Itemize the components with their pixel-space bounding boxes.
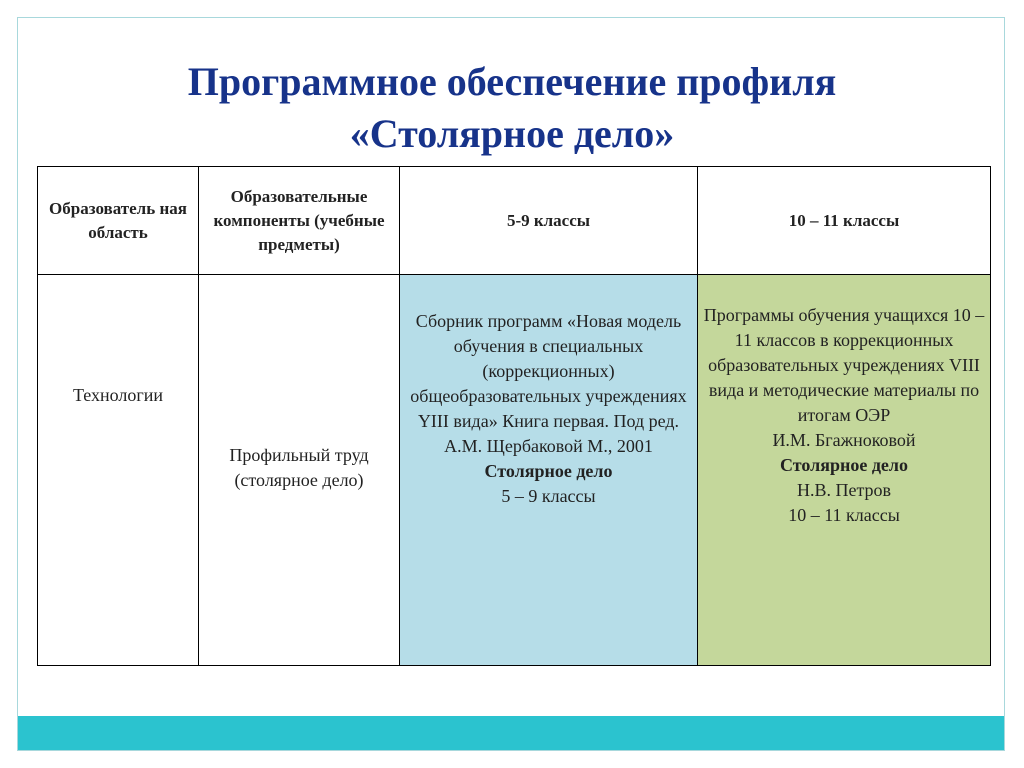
grades-10-11-bold: Столярное дело (779, 455, 909, 475)
footer-bar (18, 716, 1004, 750)
cell-area: Технологии (38, 275, 199, 666)
table-row (38, 275, 991, 666)
header-educational-components: Образовательные компоненты (учебные предметы) (199, 167, 400, 275)
header-grades-10-11: 10 – 11 классы (698, 167, 991, 275)
table-header-row (38, 167, 991, 275)
title-line-1: Программное обеспечение профиля (187, 59, 837, 104)
title-line-2: «Столярное дело» (349, 111, 675, 156)
header-educational-area: Образователь ная область (38, 167, 199, 275)
grades-10-11-classes: 10 – 11 классы (788, 505, 900, 525)
cell-grades-5-9 (400, 275, 698, 666)
cell-grades-10-11 (698, 275, 991, 666)
grades-10-11-editor: И.М. Бгажноковой (772, 430, 916, 450)
grades-5-9-bold: Столярное дело (484, 461, 613, 481)
software-table (37, 166, 991, 666)
grades-5-9-text: Сборник программ «Новая модель обучения в специальных (коррекционных) общеобразовательных учреждениях YIII вида» Книга первая. Под ред. А.М. Щербаковой М., 2001 (410, 311, 687, 456)
grades-10-11-author: Н.В. Петров (796, 480, 892, 500)
grades-10-11-text: Программы обучения учащихся 10 – 11 классов в коррекционных образовательных учреждениях VIII вида и методические материалы по итогам ОЭР (703, 305, 985, 425)
slide (17, 17, 1005, 751)
grades-5-9-classes: 5 – 9 классы (501, 486, 596, 506)
cell-component: Профильный труд (столярное дело) (199, 275, 400, 666)
slide-title (18, 56, 1006, 160)
header-grades-5-9: 5-9 классы (400, 167, 698, 275)
